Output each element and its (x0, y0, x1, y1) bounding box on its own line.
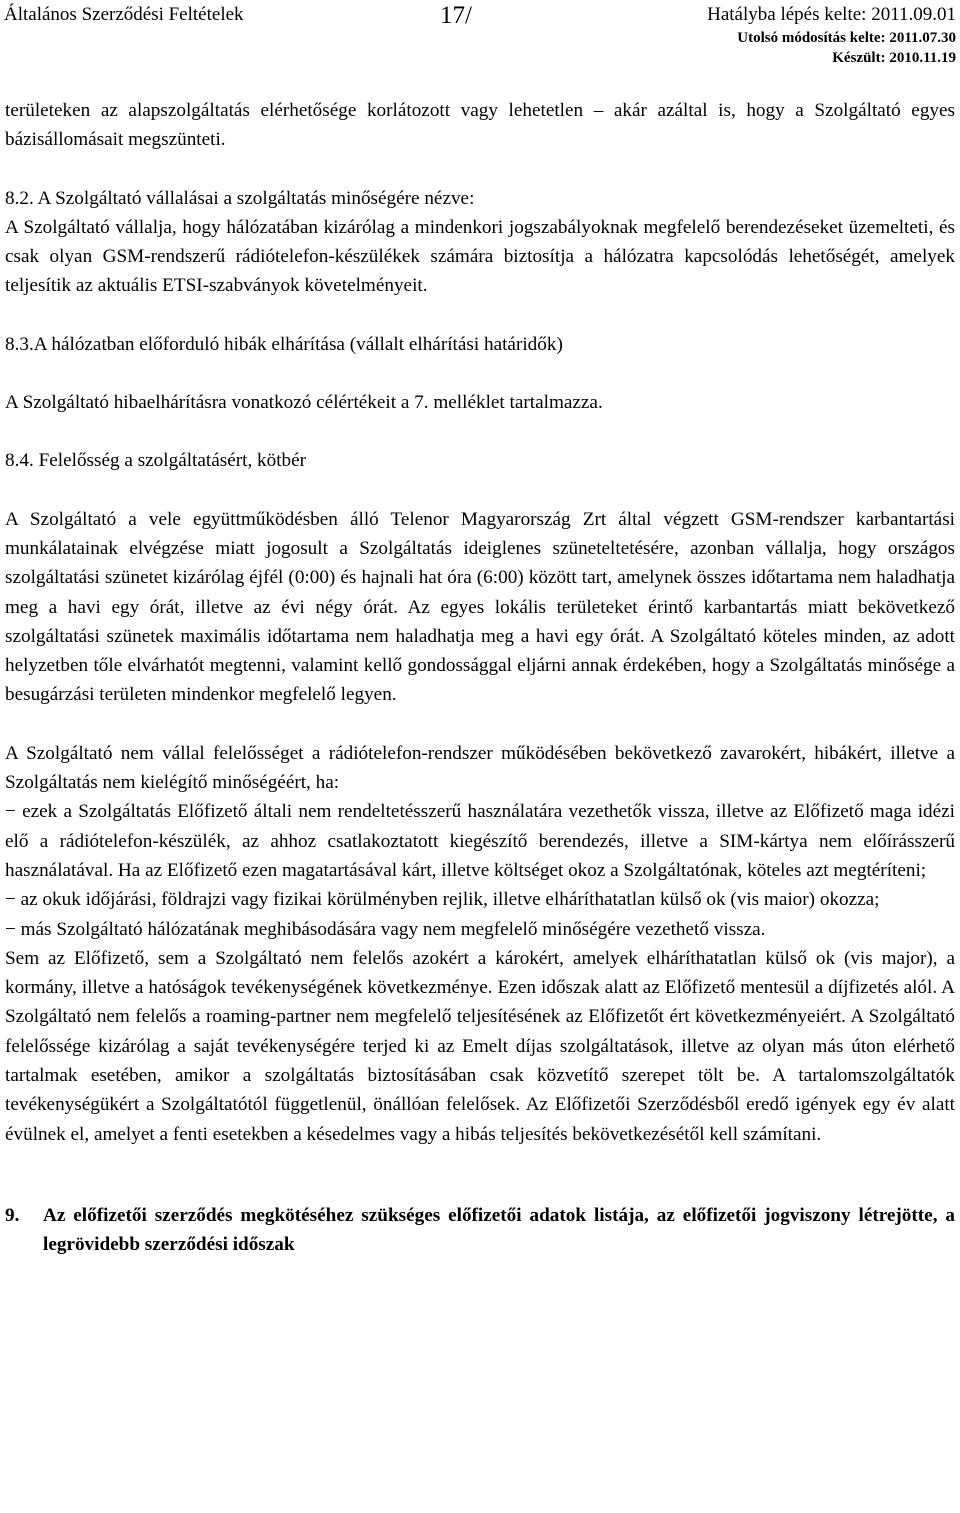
section-8-3-body: A Szolgáltató hibaelhárításra vonatkozó célértékeit a 7. melléklet tartalmazza. (5, 392, 603, 414)
section-8-4-body-3: Sem az Előfizető, sem a Szolgáltató nem felelős azokért a károkért, amelyek elháríthatatlan külső ok (vis major), a kormány, illetve a hatóságok tevékenységének következménye. Ezen időszak alatt az Előfizető mentesül a díjfizetés alól. A Szolgáltató nem felelős a roaming-partner nem megfelelő teljesítésének az Előfizetőt ért következményeiért. A Szolgáltató felelőssége kizárólag a saját tevékenységére terjed ki az Emelt díjas szolgáltatások, illetve az olyan más úton elérhető tartalmak esetében, amikor a szolgáltatás biztosításában csak közvetítő szerepet tölt be. A tartalomszolgáltatók tevékenységükért a Szolgáltatótól függetlenül, önállóan felelősek. Az Előfizetői Szerződésből eredő igények egy év alatt évülnek el, amelyet a fenti esetekben a késedelmes vagy a hibás teljesítés bekövetkezésétől kell számítani. (5, 947, 955, 1145)
header-document-title: Általános Szerződési Feltételek (4, 4, 244, 25)
header-effective-date: Hatályba lépés kelte: 2011.09.01 (707, 4, 956, 25)
section-8-4-body-2: A Szolgáltató nem vállal felelősséget a rádiótelefon-rendszer működésében bekövetkező zavarokért, hibákért, illetve a Szolgáltatás nem kielégítő minőségéért, ha: (5, 742, 955, 794)
dash-item-1: − ezek a Szolgáltatás Előfizető általi nem rendeltetésszerű használatára vezethetők vissza, illetve az Előfizető maga idézi elő a rádiótelefon-készülék, az ahhoz csatlakoztatott kiegészítő berendezés, illetve a SIM-kártya nem előírásszerű használatával. Ha az Előfizető ezen magatartásával kárt, illetve költséget okoz a Szolgáltatónak, köteles azt megtéríteni; (5, 801, 955, 881)
section-8-4-title: 8.4. Felelősség a szolgáltatásért, kötbér (5, 450, 307, 472)
section-8-3-title: 8.3.A hálózatban előforduló hibák elhárítása (vállalt elhárítási határidők) (5, 333, 563, 355)
header-page-number: 17/ (440, 2, 472, 29)
section-8-4-body-1: A Szolgáltató a vele együttműködésben álló Telenor Magyarország Zrt által végzett GSM-rendszer karbantartási munkálatainak elvégzése miatt jogosult a Szolgáltatás ideiglenes szüneteltetésére, azonban vállalja, hogy országos szolgáltatási szünetet kizárólag éjfél (0:00) és hajnali hat óra (6:00) között tart, amelynek összes időtartama nem haladhatja meg a havi egy órát, illetve az évi négy órát. Az egyes lokális területeket érintő karbantartás miatt bekövetkező szolgáltatási szünetek maximális időtartama nem haladhatja meg a havi egy órát. A Szolgáltató köteles minden, az adott helyzetben tőle elvárhatót megtenni, valamint kellő gondossággal eljárni annak érdekében, hogy a Szolgáltatás minősége a besugárzási területen mindenkor megfelelő legyen. (5, 508, 955, 706)
section-8-2-title: 8.2. A Szolgáltató vállalásai a szolgáltatás minőségére nézve: (5, 187, 475, 209)
section-9-heading (5, 1201, 955, 1259)
dash-item-3: − más Szolgáltató hálózatának meghibásodására vagy nem megfelelő minőségére vezethető vissza. (5, 918, 766, 940)
section-8-2-body: A Szolgáltató vállalja, hogy hálózatában kizárólag a mindenkori jogszabályoknak megfelelő berendezéseket üzemelteti, és csak olyan GSM-rendszerű rádiótelefon-készülékek számára biztosítja a hálózatra kapcsolódás lehetőségét, amelyek teljesítik az aktuális ETSI-szabványok követelményeit. (5, 216, 955, 297)
header-created-date: Készült: 2010.11.19 (832, 50, 956, 66)
dash-item-2: − az okuk időjárási, földrajzi vagy fizikai körülményben rejlik, illetve elháríthatatlan külső ok (vis maior) okozza; (5, 889, 880, 911)
page-header (0, 0, 960, 75)
section-9-number: 9. (5, 1204, 20, 1226)
header-modified-date: Utolsó módosítás kelte: 2011.07.30 (737, 30, 956, 46)
paragraph-continuation: területeken az alapszolgáltatás elérhetősége korlátozott vagy lehetetlen – akár azáltal is, hogy a Szolgáltató egyes bázisállomásait megszünteti. (5, 100, 955, 151)
document-body (5, 96, 955, 1259)
section-9-title: Az előfizetői szerződés megkötéséhez szükséges előfizetői adatok listája, az előfizetői jogviszony létrejötte, a legrövidebb szerződési időszak (43, 1204, 955, 1255)
